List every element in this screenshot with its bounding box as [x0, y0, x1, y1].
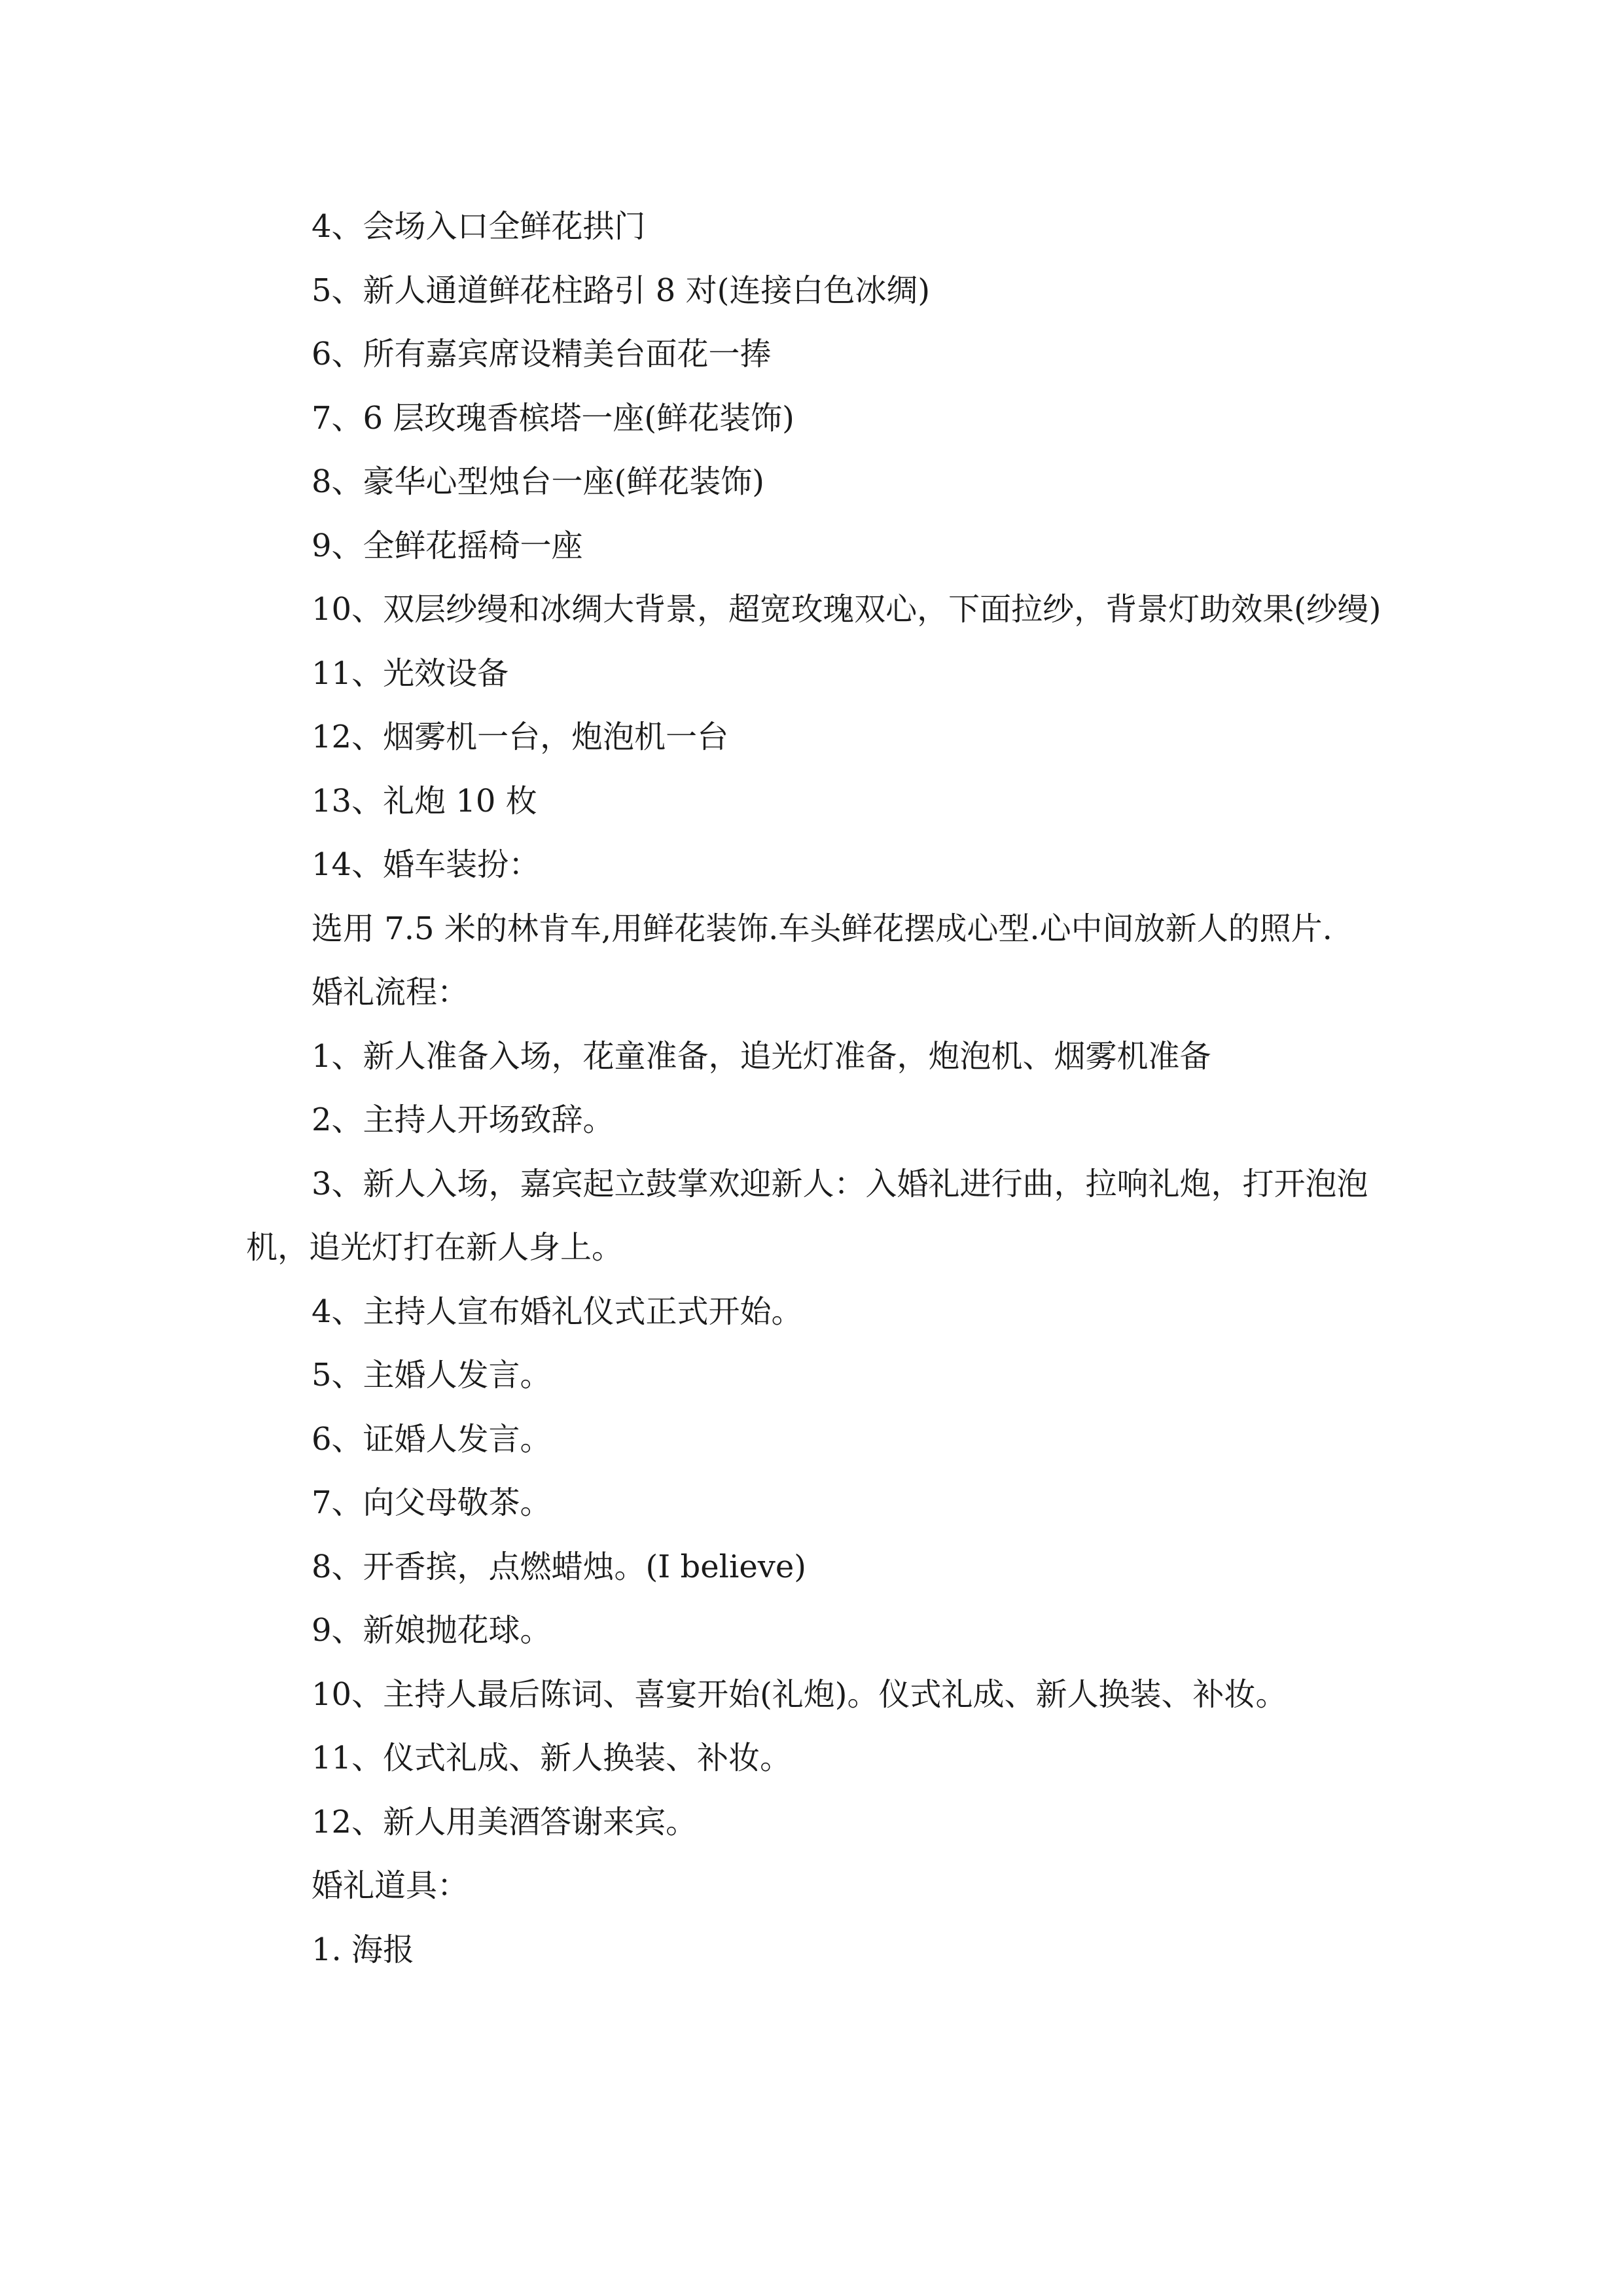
list-item: 1、新人准备入场，花童准备，追光灯准备，炮泡机、烟雾机准备: [312, 1037, 1211, 1075]
list-item: 4、会场入口全鲜花拱门: [312, 208, 646, 245]
list-item: 12、烟雾机一台，炮泡机一台: [312, 719, 729, 755]
list-item: 2、主持人开场致辞。: [312, 1102, 615, 1138]
list-item: 9、全鲜花摇椅一座: [312, 527, 583, 564]
list-item: 6、所有嘉宾席设精美台面花一捧: [312, 336, 772, 372]
list-item: 11、仪式礼成、新人换装、补妆。: [312, 1740, 792, 1776]
list-item: 5、新人通道鲜花柱路引 8 对(连接白色冰绸): [312, 272, 931, 309]
list-item: 10、双层纱缦和冰绸大背景，超宽玫瑰双心，下面拉纱，背景灯助效果(纱缦): [312, 591, 1382, 628]
list-item: 8、开香摈，点燃蜡烛。(I believe): [312, 1548, 806, 1585]
list-item: 9、新娘抛花球。: [312, 1612, 552, 1649]
list-item: 10、主持人最后陈词、喜宴开始(礼炮)。仪式礼成、新人换装、补妆。: [312, 1676, 1287, 1713]
list-item: 7、向父母敬茶。: [312, 1484, 552, 1521]
paragraph: 选用 7.5 米的林肯车,用鲜花装饰.车头鲜花摆成心型.心中间放新人的照片.: [312, 910, 1332, 947]
list-item: 8、豪华心型烛台一座(鲜花装饰): [312, 463, 764, 500]
list-item: 7、6 层玫瑰香槟塔一座(鲜花装饰): [312, 399, 794, 437]
list-item: 4、主持人宣布婚礼仪式正式开始。: [312, 1293, 803, 1330]
document-body: [246, 195, 1385, 1982]
list-item: 11、光效设备: [312, 655, 509, 692]
list-item: 12、新人用美酒答谢来宾。: [312, 1803, 698, 1840]
list-item: 6、证婚人发言。: [312, 1420, 552, 1458]
list-item: 5、主婚人发言。: [312, 1357, 552, 1393]
list-item: 13、礼炮 10 枚: [312, 782, 537, 819]
list-item: 1. 海报: [312, 1931, 415, 1968]
list-item: 14、婚车装扮：: [312, 846, 541, 883]
list-item: 3、新人入场，嘉宾起立鼓掌欢迎新人：入婚礼进行曲，拉响礼炮，打开泡泡机，追光灯打在新人身上。: [246, 1165, 1368, 1266]
section-heading: 婚礼道具：: [312, 1867, 469, 1904]
section-heading: 婚礼流程：: [312, 974, 469, 1011]
